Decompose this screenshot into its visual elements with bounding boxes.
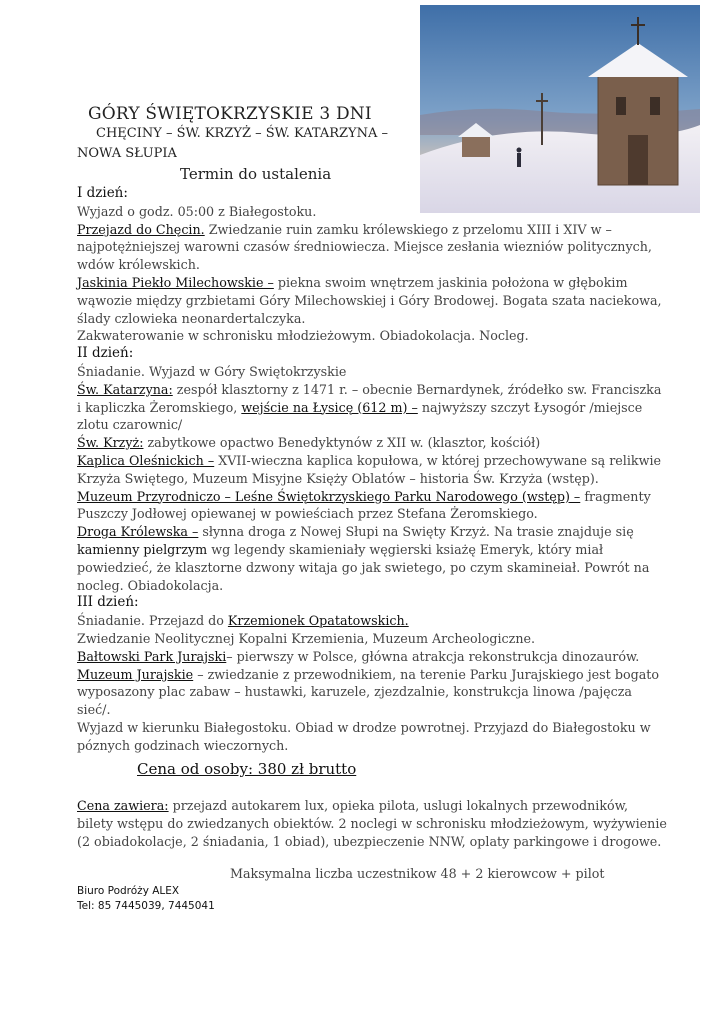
day2-heading: II dzień: (77, 345, 134, 362)
day1-accommodation: Zakwaterowanie w schronisku młodzieżowym. Obiadokolacja. Nocleg. (77, 328, 529, 344)
jurassic-label: Muzeum Jurajskie (77, 666, 194, 682)
day1-checiny (77, 221, 667, 274)
day3-intro-text: Śniadanie. Przejazd do (77, 613, 228, 629)
olesnicki-text: XVII-wieczna kaplica kopułowa, w której przechowywane są relikwie Krzyża Swiętego, Muzeum Misyjne Księży Oblatów – historia Św. Krzyża (wstęp). (77, 452, 662, 486)
agency-name: Biuro Podróży ALEX (77, 885, 180, 897)
price-includes (77, 797, 667, 850)
lysica-text: najwyższy szczyt Łysogór /miejsce zlotu czarownic/ (77, 399, 643, 433)
cave-text: piekna swoim wnętrzem jaskinia położona w głębokim wąwozie między grzbietami Góry Milechowskiej i Góry Brodowej. Bogata szata naciekowa, ślady czlowieka neonardertalczyka. (77, 274, 662, 326)
max-participants: Maksymalna liczba uczestnikow 48 + 2 kierowcow + pilot (230, 866, 605, 881)
lysica-label: wejście na Łysicę (612 m) – (241, 399, 418, 415)
snowy-chapel-photo (420, 5, 700, 213)
katarzyna-label: Św. Katarzyna: (77, 381, 173, 397)
baltow-label: Bałtowski Park Jurajski (77, 648, 227, 664)
itinerary (77, 185, 667, 755)
day3-intro (77, 612, 667, 630)
museum-text: fragmenty Puszczy Jodłowej opiewanej w powieściach przez Stefana Żeromskiego. (77, 488, 651, 522)
road-text-2: wg legendy skamieniały węgierski ksiażę Emeryk, który miał powiedzieć, że klasztorne dzwony witaja go jak swietego, po czym skamineiał. Powrót na nocleg. Obiadokolacja. (77, 541, 650, 593)
krzyz-label: Św. Krzyż: (77, 435, 144, 451)
day3-jurassic (77, 666, 667, 719)
cave-label: Jaskinia Piekło Milechowskie – (77, 274, 274, 290)
pilgrim-label: kamienny pielgrzym (77, 541, 208, 557)
day2-olesnicki (77, 452, 667, 488)
day2-museum (77, 488, 667, 524)
krzyz-text: zabytkowe opactwo Benedyktynów z XII w. (klasztor, kościół) (143, 435, 541, 451)
day2-road (77, 523, 667, 594)
jurassic-text: – zwiedzanie z przewodnikiem, na terenie Parku Jurajskiego jest bogato wyposazony plac zabaw – hustawki, karuzele, zjezdzalnie, konstrukcja linowa /pajęcza sieć/. (77, 666, 660, 718)
checiny-text: Zwiedzanie ruin zamku królewskiego z przelomu XIII i XIV w –najpotężniejszej warowni czasów średniowiecza. Miejsce zesłania wiezniów politycznych, wdów królewskich. (77, 221, 652, 273)
route-line-1: CHĘCINY – ŚW. KRZYŻ – ŚW. KATARZYNA – (96, 126, 389, 141)
krzemionki-label: Krzemionek Opatatowskich. (227, 613, 409, 629)
road-text-1: słynna droga z Nowej Słupi na Swięty Krzyż. Na trasie znajduje się (198, 524, 634, 540)
day2-katarzyna (77, 381, 667, 434)
termin-text: Termin do ustalenia (180, 165, 332, 183)
museum-label: Muzeum Przyrodniczo – Leśne Świętokrzyskiego Parku Narodowego (wstęp) – (77, 488, 581, 504)
road-label: Droga Królewska – (77, 524, 199, 540)
day3-heading: III dzień: (77, 594, 139, 611)
katarzyna-text: zespół klasztorny z 1471 r. – obecnie Bernardynek, źródełko sw. Franciszka i kapliczka Żeromskiego, (77, 381, 662, 415)
page-title: GÓRY ŚWIĘTOKRZYSKIE 3 DNI (88, 104, 372, 124)
price-label: Cena od osoby: 380 zł brutto (137, 760, 357, 778)
day3-baltow (77, 648, 667, 666)
day2-intro: Śniadanie. Wyjazd w Góry Swiętokrzyskie (77, 363, 347, 379)
agency-phone: Tel: 85 7445039, 7445041 (77, 900, 215, 912)
day3-return: Wyjazd w kierunku Białegostoku. Obiad w drodze powrotnej. Przyjazd do Białegostoku w póznych godzinach wieczornych. (77, 719, 651, 753)
includes-label: Cena zawiera: (77, 798, 169, 813)
day1-departure: Wyjazd o godz. 05:00 z Białegostoku. (77, 203, 317, 219)
day3-visit: Zwiedzanie Neolitycznej Kopalni Krzemienia, Muzeum Archeologiczne. (77, 630, 536, 646)
day2-krzyz (77, 434, 667, 452)
day1-heading: I dzień: (77, 185, 128, 201)
includes-text: przejazd autokarem lux, opieka pilota, uslugi lokalnych przewodników, bilety wstępu do zwiedzanych obiektów. 2 noclegi w schronisku młodzieżowym, wyżywienie (2 obiadokolacje, 2 śniadania, 1 obiad), ubezpieczenie NNW, oplaty parkingowe i drogowe. (77, 798, 667, 849)
baltow-text: – pierwszy w Polsce, główna atrakcja rekonstrukcja dinozaurów. (226, 648, 640, 664)
checiny-label: Przejazd do Chęcin. (77, 221, 205, 237)
agency-info (77, 884, 215, 914)
day1-cave (77, 274, 667, 327)
route-line-2: NOWA SŁUPIA (77, 146, 177, 161)
olesnicki-label: Kaplica Oleśnickich – (77, 452, 215, 468)
